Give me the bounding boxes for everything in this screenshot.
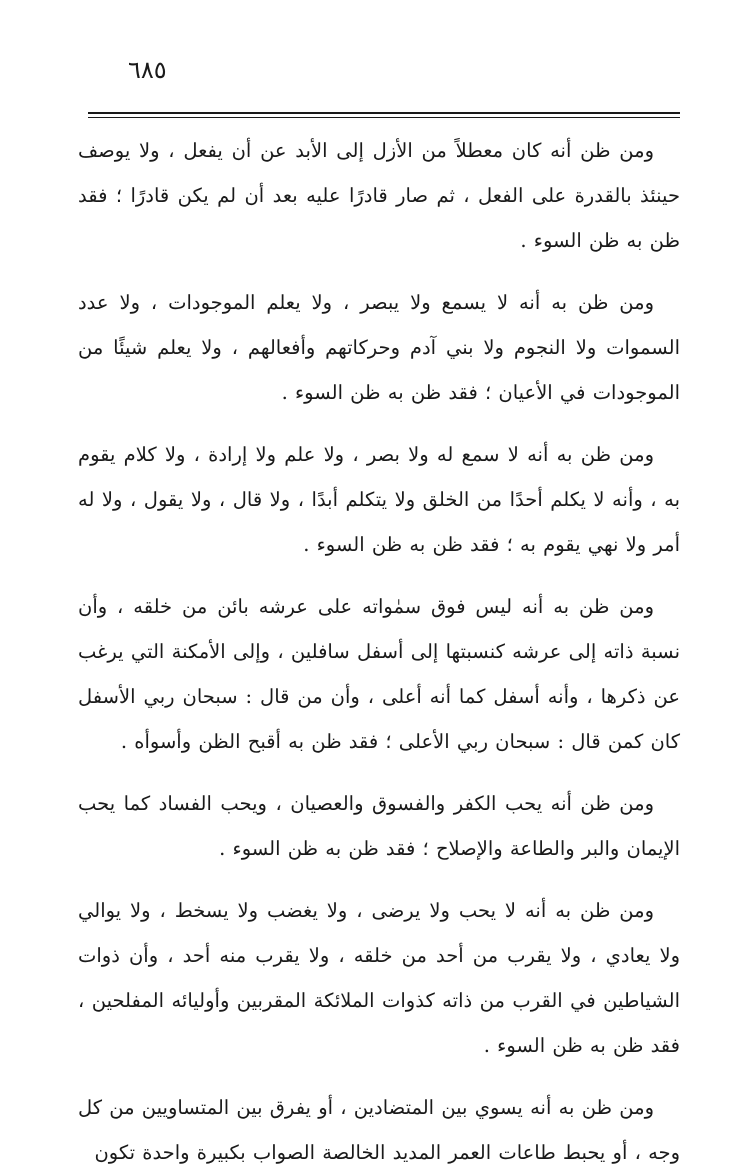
- page-number: ٦٨٥: [128, 56, 167, 84]
- header-rule-thin: [88, 117, 680, 118]
- paragraph-1: ومن ظن أنه كان معطلاً من الأزل إلى الأبد عن أن يفعل ، ولا يوصف حينئذ بالقدرة على الفعل ، ثم صار قادرًا عليه بعد أن لم يكن قادرًا ؛ فقد ظن به ظن السوء .: [78, 139, 680, 252]
- paragraph-3: ومن ظن به أنه لا سمع له ولا بصر ، ولا علم ولا إرادة ، ولا كلام يقوم به ، وأنه لا يكلم أحدًا من الخلق ولا يتكلم أبدًا ، ولا قال ، ولا يقول ، ولا له أمر ولا نهي يقوم به ؛ فقد ظن به ظن السوء .: [78, 443, 680, 556]
- paragraph-2: ومن ظن به أنه لا يسمع ولا يبصر ، ولا يعلم الموجودات ، ولا عدد السموات ولا النجوم ولا بني آدم وحركاتهم وأفعالهم ، ولا يعلم شيئًا من الموجودات في الأعيان ؛ فقد ظن به ظن السوء .: [78, 291, 680, 404]
- paragraph-4: ومن ظن به أنه ليس فوق سمٰواته على عرشه بائن من خلقه ، وأن نسبة ذاته إلى عرشه كنسبتها إلى أسفل سافلين ، وإلى الأمكنة التي يرغب عن ذكرها ، وأنه أسفل كما أنه أعلى ، وأن من قال : سبحان ربي الأسفل كان كمن قال : سبحان ربي الأعلى ؛ فقد ظن به أقبح الظن وأسوأه .: [78, 595, 680, 753]
- paragraph-6: ومن ظن به أنه لا يحب ولا يرضى ، ولا يغضب ولا يسخط ، ولا يوالي ولا يعادي ، ولا يقرب من أحد من خلقه ، ولا يقرب منه أحد ، وأن ذوات الشياطين في القرب من ذاته كذوات الملائكة المقربين وأوليائه المفلحين ، فقد ظن به ظن السوء .: [78, 899, 680, 1057]
- paragraph-7: ومن ظن به أنه يسوي بين المتضادين ، أو يفرق بين المتساويين من كل وجه ، أو يحبط طاعات العمر المديد الخالصة الصواب بكبيرة واحدة تكون: [78, 1096, 680, 1164]
- page-body: [78, 128, 680, 1175]
- header-rule-thick: [88, 112, 680, 114]
- paragraph-5: ومن ظن أنه يحب الكفر والفسوق والعصيان ، ويحب الفساد كما يحب الإيمان والبر والطاعة والإصلاح ؛ فقد ظن به ظن السوء .: [78, 792, 680, 860]
